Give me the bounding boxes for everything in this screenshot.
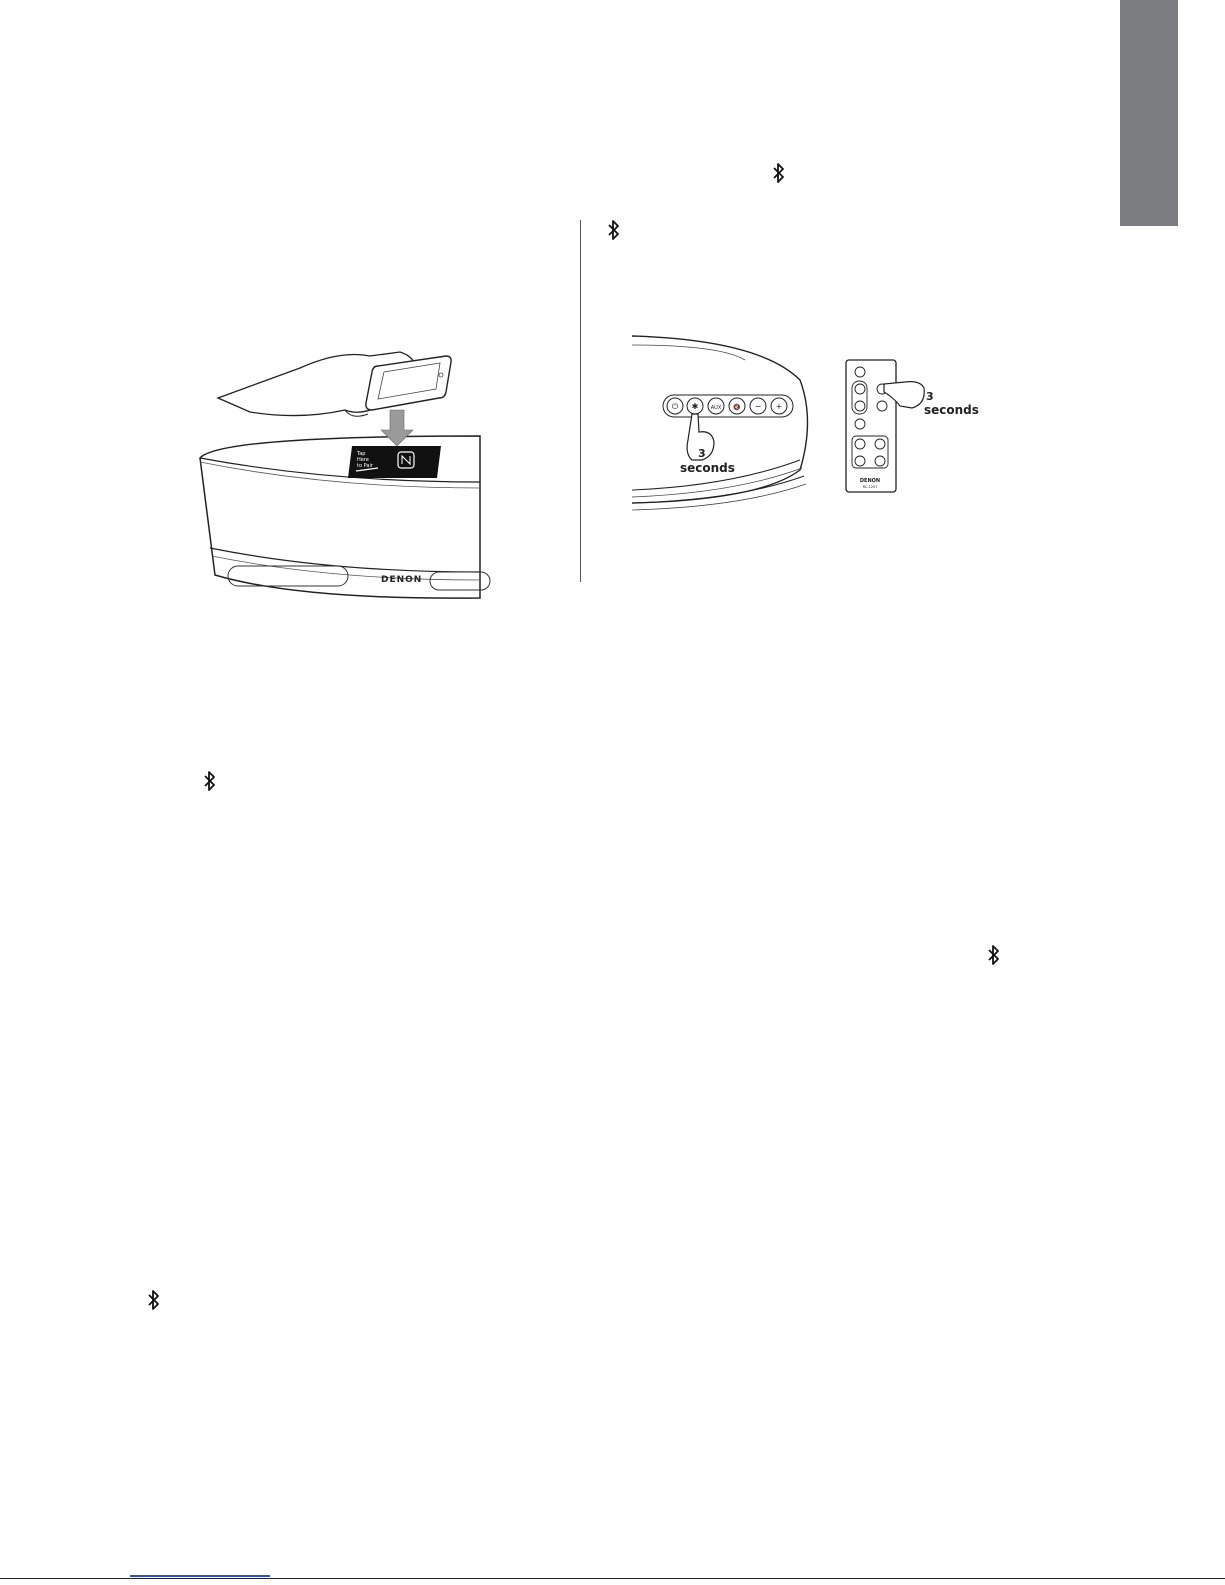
footer-link-underline[interactable] bbox=[130, 1575, 270, 1577]
speaker-btn-bluetooth: ✱ bbox=[691, 402, 699, 411]
illustrations bbox=[0, 0, 1225, 620]
remote-brand: DENON bbox=[859, 478, 881, 484]
nfc-tag-line1: Tap bbox=[357, 451, 366, 457]
speaker-press-count: 3 bbox=[698, 447, 706, 460]
bluetooth-icon bbox=[987, 944, 1001, 966]
bluetooth-icon bbox=[147, 1289, 161, 1311]
speaker-btn-vol-up: + bbox=[775, 402, 783, 411]
speaker-btn-mute: 🔇 bbox=[733, 404, 741, 411]
speaker-btn-vol-down: − bbox=[754, 402, 762, 411]
remote-press-count: 3 bbox=[926, 390, 934, 403]
remote-model: RC-1207 bbox=[862, 485, 878, 489]
speaker-btn-power: ⏻ bbox=[671, 402, 679, 411]
nfc-tag-line3: to Pair bbox=[357, 463, 373, 469]
remote-press-label: seconds bbox=[924, 403, 979, 417]
speaker-btn-aux: AUX bbox=[710, 405, 722, 411]
nfc-tag-line2: Here bbox=[357, 457, 369, 463]
speaker-press-label: seconds bbox=[680, 461, 735, 475]
speaker-buttons-illustration bbox=[632, 336, 808, 510]
footer-rule bbox=[0, 1578, 1225, 1579]
remote-illustration bbox=[846, 360, 979, 492]
bluetooth-icon bbox=[203, 770, 217, 792]
nfc-pairing-illustration bbox=[200, 352, 490, 598]
speaker-brand: DENON bbox=[381, 575, 423, 585]
